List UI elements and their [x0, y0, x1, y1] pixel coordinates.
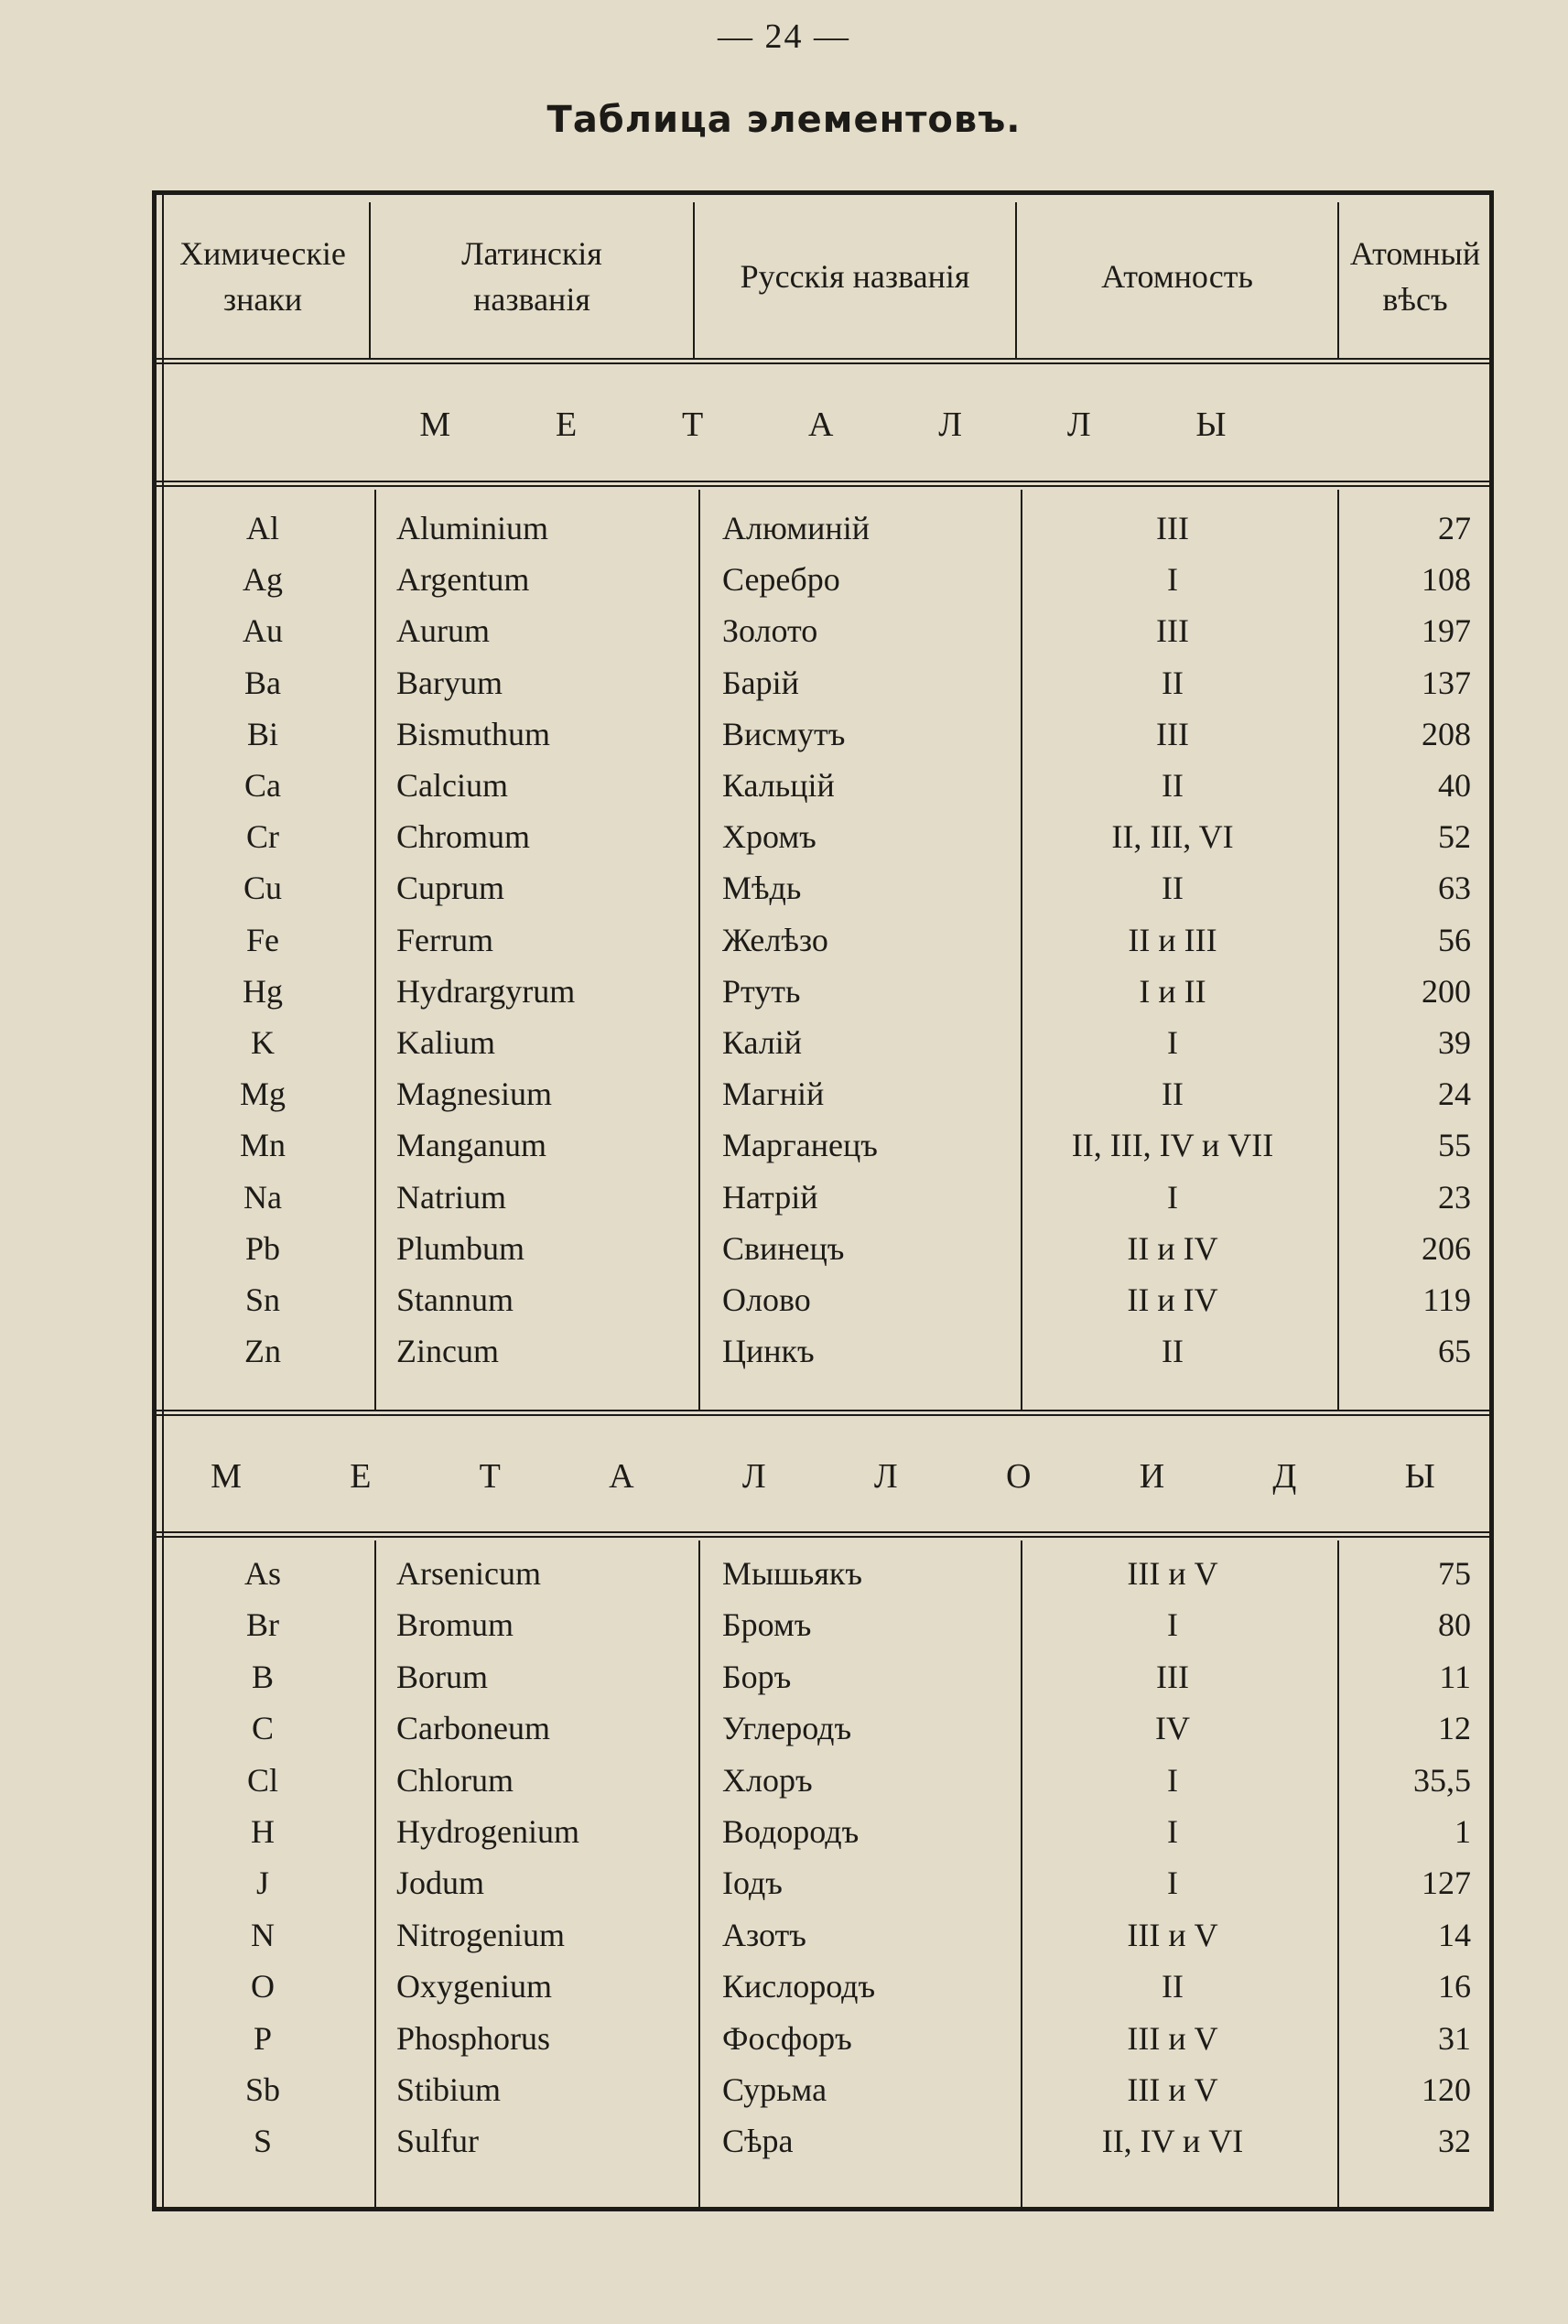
latin-name: Natrium [396, 1178, 506, 1216]
element-symbol: Cu [243, 870, 282, 907]
atomic-weight: 55 [1438, 1127, 1471, 1164]
atomic-weight: 1 [1454, 1813, 1471, 1850]
russian-name: Углеродъ [722, 1710, 852, 1747]
section-title-letter: Ы [1404, 1457, 1435, 1496]
header-divider [693, 202, 695, 358]
section-title-letter: А [808, 405, 834, 444]
latin-name: Stibium [396, 2071, 502, 2108]
element-symbol: Pb [244, 1229, 281, 1267]
atomic-weight: 197 [1422, 612, 1471, 650]
russian-name: Мышьякъ [722, 1555, 862, 1592]
element-symbol: Br [246, 1606, 279, 1644]
element-symbol: S [253, 2123, 273, 2160]
valence: I [1167, 1178, 1178, 1216]
column-divider [698, 1540, 700, 2209]
valence: I и II [1139, 972, 1206, 1010]
element-symbol: N [251, 1916, 275, 1953]
elements-table [152, 190, 1494, 2211]
atomic-weight: 75 [1438, 1555, 1471, 1592]
table-row [157, 1755, 1489, 1806]
section-title-metals [157, 369, 1489, 481]
table-row [157, 1172, 1489, 1223]
column-divider [374, 490, 376, 1410]
section-title-letter: Л [873, 1457, 898, 1496]
russian-name: Хлоръ [722, 1761, 813, 1799]
valence: II [1162, 1333, 1184, 1370]
section-title-letter: Т [682, 405, 704, 444]
table-row [157, 2064, 1489, 2115]
latin-name: Sulfur [396, 2123, 479, 2160]
table-row [157, 605, 1489, 656]
section-title-letter: О [1005, 1457, 1032, 1496]
atomic-weight: 206 [1422, 1229, 1471, 1267]
valence: I [1167, 1761, 1178, 1799]
russian-name: Калій [722, 1024, 803, 1061]
atomic-weight: 31 [1438, 2019, 1471, 2057]
valence: I [1167, 1865, 1178, 1902]
latin-name: Aurum [396, 612, 490, 650]
column-divider [698, 490, 700, 1410]
russian-name: Висмутъ [722, 715, 846, 752]
section-title-letter: М [419, 405, 451, 444]
atomic-weight: 137 [1422, 664, 1471, 701]
valence: II [1162, 870, 1184, 907]
valence: III и V [1127, 2019, 1218, 2057]
russian-name: Натрій [722, 1178, 818, 1216]
valence: II [1162, 1968, 1184, 2005]
russian-name: Барій [722, 664, 799, 701]
table-row [157, 811, 1489, 862]
latin-name: Baryum [396, 664, 503, 701]
table-row [157, 1961, 1489, 2012]
table-row [157, 1651, 1489, 1702]
latin-name: Nitrogenium [396, 1916, 565, 1953]
latin-name: Magnesium [396, 1076, 552, 1113]
latin-name: Borum [396, 1658, 489, 1695]
atomic-weight: 108 [1422, 561, 1471, 599]
column-header-latin: Латинскія названія [461, 234, 602, 318]
table-row [157, 554, 1489, 605]
column-header-symbols: Химическіе знаки [179, 234, 346, 318]
russian-name: Желѣзо [722, 921, 828, 958]
section-rule [157, 1410, 1489, 1416]
valence: II, III, VI [1111, 818, 1234, 856]
latin-name: Jodum [396, 1865, 485, 1902]
russian-name: Кальцій [722, 767, 835, 804]
table-row [157, 1702, 1489, 1754]
element-symbol: Ba [244, 664, 281, 701]
section-title-letter: Е [350, 1457, 372, 1496]
element-symbol: O [251, 1968, 275, 2005]
russian-name: Ртуть [722, 972, 801, 1010]
valence: II, III, IV и VII [1071, 1127, 1274, 1164]
latin-name: Carboneum [396, 1710, 550, 1747]
section-title-letter: И [1139, 1457, 1165, 1496]
section-rule [157, 1531, 1489, 1538]
valence: III [1156, 510, 1189, 546]
table-row [157, 1017, 1489, 1068]
russian-name: Сѣра [722, 2123, 794, 2160]
latin-name: Hydrogenium [396, 1813, 579, 1850]
table-row [157, 1909, 1489, 1961]
table-row [157, 1806, 1489, 1857]
atomic-weight: 80 [1438, 1606, 1471, 1644]
latin-name: Oxygenium [396, 1968, 552, 2005]
atomic-weight: 63 [1438, 870, 1471, 907]
section-rule [157, 481, 1489, 487]
element-symbol: Mn [239, 1127, 286, 1164]
element-symbol: J [255, 1865, 269, 1902]
russian-name: Серебро [722, 561, 840, 599]
valence: III [1156, 715, 1189, 752]
latin-name: Phosphorus [396, 2019, 551, 2057]
section-title-letter: Д [1272, 1457, 1297, 1496]
table-row [157, 503, 1489, 554]
table-row [157, 2013, 1489, 2064]
atomic-weight: 11 [1439, 1658, 1471, 1695]
valence: II и III [1128, 921, 1217, 958]
latin-name: Argentum [396, 561, 530, 599]
column-header-weight: Атомный вѣсъ [1349, 234, 1481, 318]
russian-name: Азотъ [722, 1916, 806, 1953]
table-row [157, 1223, 1489, 1274]
russian-name: Алюминій [722, 510, 870, 546]
element-symbol: Sb [244, 2071, 281, 2108]
table-row [157, 708, 1489, 760]
latin-name: Cuprum [396, 870, 505, 907]
table-row [157, 862, 1489, 913]
valence: II [1162, 767, 1184, 804]
latin-name: Hydrargyrum [396, 972, 576, 1010]
element-symbol: Bi [246, 715, 278, 752]
valence: II [1162, 1076, 1184, 1113]
valence: II, IV и VI [1101, 2123, 1244, 2160]
latin-name: Ferrum [396, 921, 493, 958]
valence: III и V [1127, 2071, 1218, 2108]
section-title-letter: Ы [1195, 405, 1227, 444]
atomic-weight: 35,5 [1413, 1761, 1471, 1799]
russian-name: Кислородъ [722, 1968, 876, 2005]
russian-name: Боръ [722, 1658, 792, 1695]
element-symbol: Au [243, 612, 283, 650]
russian-name: Мѣдь [722, 870, 802, 907]
valence: IV [1155, 1710, 1190, 1747]
element-symbol: Al [246, 510, 279, 546]
valence: III [1156, 1658, 1189, 1695]
russian-name: Бромъ [722, 1606, 812, 1644]
column-header-russian: Русскія названія [740, 257, 970, 295]
valence: II и IV [1127, 1281, 1218, 1318]
element-symbol: Ca [244, 767, 281, 804]
atomic-weight: 32 [1438, 2123, 1471, 2160]
atomic-weight: 40 [1438, 767, 1471, 804]
latin-name: Manganum [396, 1127, 546, 1164]
table-row [157, 1119, 1489, 1171]
latin-name: Bismuthum [396, 715, 551, 752]
atomic-weight: 14 [1438, 1916, 1471, 1953]
valence: I [1167, 1024, 1178, 1061]
element-symbol: C [251, 1710, 274, 1747]
table-row [157, 1325, 1489, 1377]
header-divider [369, 202, 371, 358]
atomic-weight: 65 [1438, 1333, 1471, 1370]
element-symbol: Ag [243, 561, 283, 599]
russian-name: Олово [722, 1281, 811, 1318]
valence: III [1156, 612, 1189, 650]
valence: I [1167, 1606, 1178, 1644]
table-row [157, 760, 1489, 811]
section-title-letter: Л [741, 1457, 766, 1496]
section-title-letter: М [211, 1457, 242, 1496]
atomic-weight: 127 [1422, 1865, 1471, 1902]
atomic-weight: 12 [1438, 1710, 1471, 1747]
page-title: Таблица элементовъ. [546, 99, 1022, 141]
table-row [157, 1857, 1489, 1908]
element-symbol: Cl [246, 1761, 278, 1799]
atomic-weight: 56 [1438, 921, 1471, 958]
section-title-letter: Е [555, 405, 578, 444]
latin-name: Bromum [396, 1606, 514, 1644]
russian-name: Фосфоръ [722, 2019, 852, 2057]
element-symbol: As [243, 1555, 281, 1592]
column-divider [1337, 490, 1339, 1410]
element-symbol: H [251, 1813, 275, 1850]
table-header-row [157, 195, 1489, 364]
latin-name: Chlorum [396, 1761, 514, 1799]
russian-name: Водородъ [722, 1813, 860, 1850]
russian-name: Магній [722, 1076, 825, 1113]
table-row [157, 1068, 1489, 1119]
valence: II [1162, 664, 1184, 701]
valence: III и V [1127, 1555, 1218, 1592]
russian-name: Хромъ [722, 818, 816, 856]
atomic-weight: 24 [1438, 1076, 1471, 1113]
element-symbol: Hg [243, 972, 283, 1010]
column-divider [1337, 1540, 1339, 2209]
valence: III и V [1127, 1916, 1218, 1953]
valence: I [1167, 561, 1178, 599]
element-symbol: Zn [244, 1333, 281, 1370]
section-title-letter: Л [938, 405, 963, 444]
valence: I [1167, 1813, 1178, 1850]
russian-name: Марганецъ [722, 1127, 878, 1164]
latin-name: Zincum [396, 1333, 499, 1370]
element-symbol: K [251, 1024, 275, 1061]
latin-name: Chromum [396, 818, 531, 856]
russian-name: Іодъ [722, 1865, 783, 1902]
element-symbol: Cr [246, 818, 279, 856]
russian-name: Свинецъ [722, 1229, 845, 1267]
section-title-letter: А [609, 1457, 634, 1496]
column-header-valence: Атомность [1101, 257, 1253, 295]
atomic-weight: 119 [1422, 1281, 1471, 1318]
element-symbol: B [251, 1658, 274, 1695]
russian-name: Золото [722, 612, 818, 650]
column-divider [374, 1540, 376, 2209]
russian-name: Сурьма [722, 2071, 827, 2108]
element-symbol: Fe [246, 921, 279, 958]
atomic-weight: 52 [1438, 818, 1471, 856]
atomic-weight: 27 [1438, 510, 1471, 546]
atomic-weight: 120 [1422, 2071, 1471, 2108]
atomic-weight: 200 [1422, 972, 1471, 1010]
section-title-letter: Л [1066, 405, 1091, 444]
table-row [157, 2115, 1489, 2167]
latin-name: Plumbum [396, 1229, 525, 1267]
latin-name: Aluminium [396, 510, 549, 546]
latin-name: Arsenicum [396, 1555, 541, 1592]
table-row [157, 914, 1489, 966]
table-row [157, 1548, 1489, 1599]
element-symbol: Mg [239, 1076, 286, 1113]
latin-name: Stannum [396, 1281, 514, 1318]
section-title-metalloids [157, 1421, 1489, 1531]
element-symbol: P [253, 2019, 273, 2057]
element-symbol: Sn [244, 1281, 281, 1318]
header-divider [1337, 202, 1339, 358]
table-row [157, 1274, 1489, 1325]
atomic-weight: 16 [1438, 1968, 1471, 2005]
section-title-letter: Т [479, 1457, 501, 1496]
atomic-weight: 23 [1438, 1178, 1471, 1216]
element-symbol: Na [243, 1178, 282, 1216]
header-divider [1015, 202, 1017, 358]
table-row [157, 966, 1489, 1017]
russian-name: Цинкъ [722, 1333, 815, 1370]
valence: II и IV [1127, 1229, 1218, 1267]
atomic-weight: 39 [1438, 1024, 1471, 1061]
latin-name: Calcium [396, 767, 508, 804]
atomic-weight: 208 [1422, 715, 1471, 752]
page-number: — 24 — [718, 17, 850, 56]
table-row [157, 1599, 1489, 1650]
column-divider [1021, 490, 1022, 1410]
column-divider [1021, 1540, 1022, 2209]
table-row [157, 657, 1489, 708]
latin-name: Kalium [396, 1024, 495, 1061]
